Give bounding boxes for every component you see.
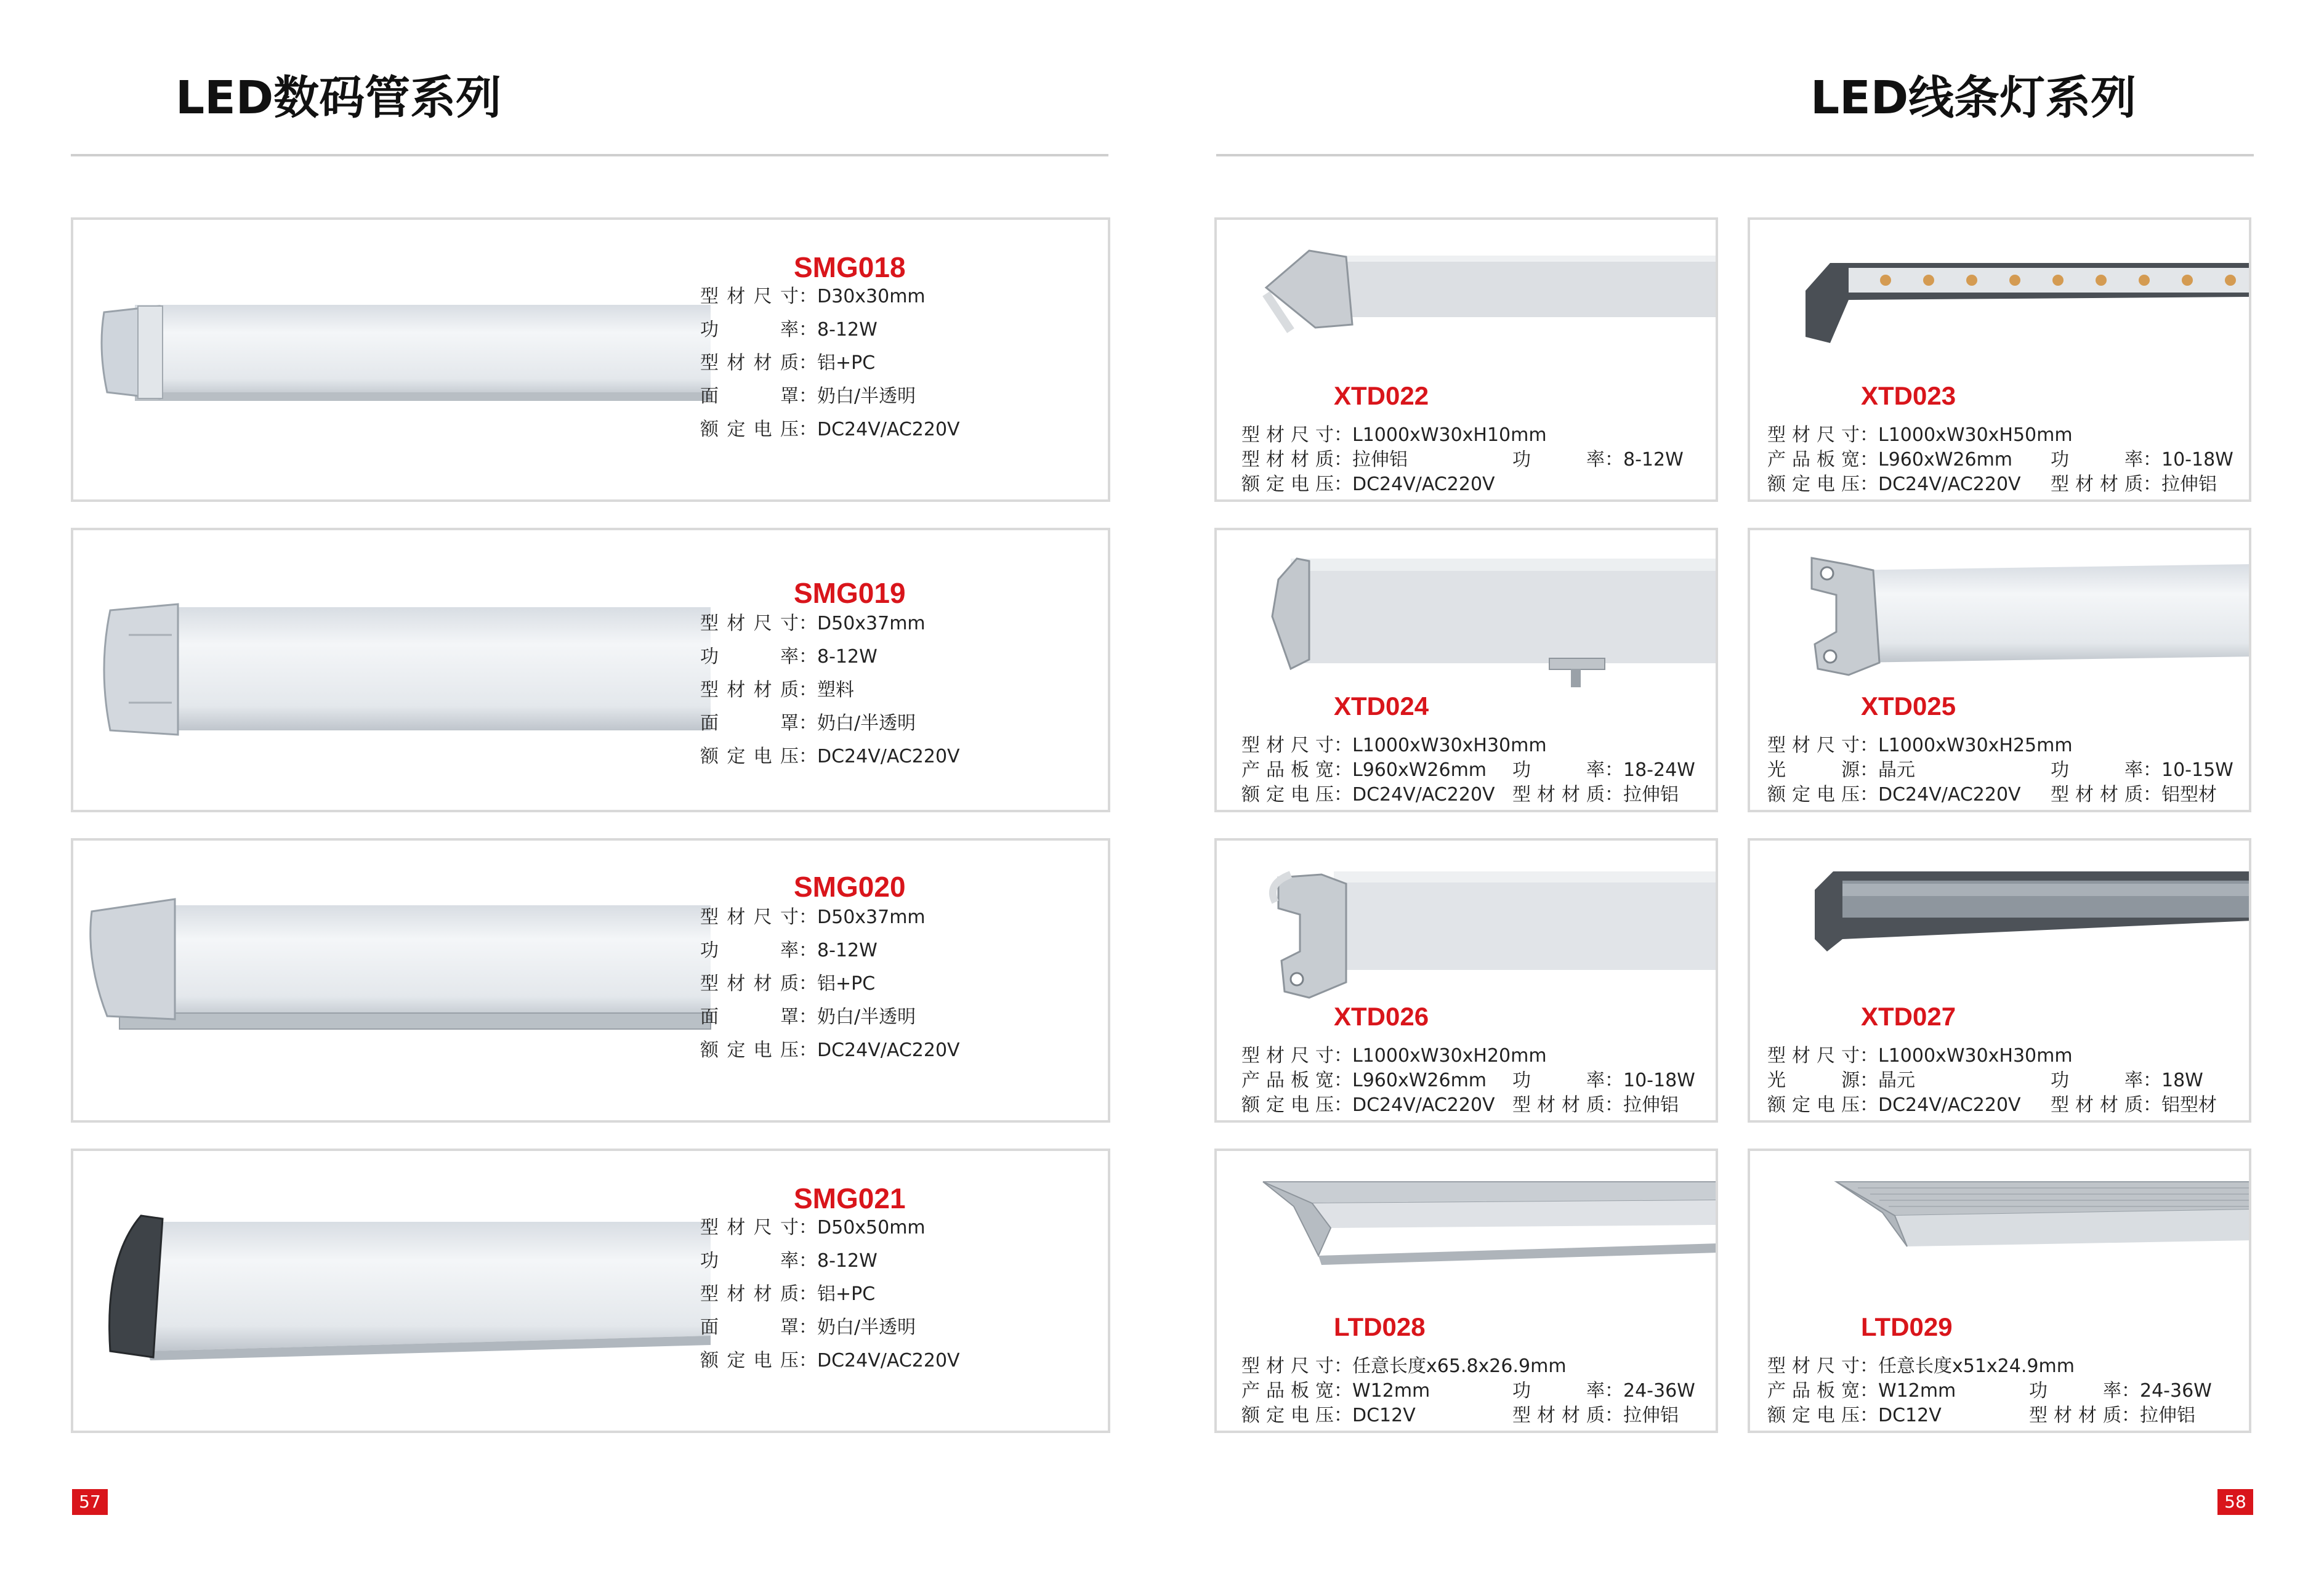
spec-value: 10-18W [2161,449,2233,470]
spec-label: 型材尺寸 [700,286,799,307]
spec-cell: 功率：10-18W [2051,448,2233,472]
spec-value: 奶白/半透明 [817,1006,916,1028]
product-code-xtd027: XTD027 [1861,1002,1956,1031]
spec-row [1241,423,1684,448]
spec-label: 功率 [2051,449,2143,470]
spec-value: 拉伸铝 [2140,1405,2195,1426]
spec-label: 功率 [1512,449,1605,470]
spec-row: 型材尺寸：D50x50mm [700,1211,960,1245]
spec-value: 8-12W [817,319,878,341]
product-code-smg018: SMG018 [794,251,906,283]
spec-value: 奶白/半透明 [817,386,916,407]
spec-label: 光源 [1767,759,1860,781]
spec-row: 面罩：奶白/半透明 [700,1001,960,1034]
spec-row: 额定电压：DC24V/AC220V [700,1034,960,1067]
spec-grid-xtd025 [1767,733,2233,807]
spec-value: D50x50mm [817,1217,926,1238]
spec-list-smg018 [700,280,960,446]
spec-cell: 型材尺寸：L1000xW30xH30mm [1767,1044,2051,1068]
product-image-smg020 [83,893,714,1041]
spec-row [1241,472,1684,497]
spec-value: 8-12W [817,940,878,961]
spec-cell: 型材尺寸：L1000xW30xH50mm [1767,423,2051,448]
spec-label: 型材材质 [2029,1405,2121,1426]
spec-label: 额定电压 [1241,1405,1334,1426]
spec-grid-xtd026 [1241,1044,1695,1118]
spec-value: DC24V/AC220V [817,746,960,767]
spec-label: 面罩 [700,386,799,407]
spec-label: 面罩 [700,1006,799,1028]
spec-value: 塑料 [817,679,854,701]
spec-label: 型材材质 [1512,1405,1605,1426]
right-header-rule [1216,154,2254,156]
spec-label: 型材材质 [700,1283,799,1305]
spec-row [1241,758,1695,783]
spec-row: 额定电压：DC24V/AC220V [700,413,960,446]
spec-cell: 光源：晶元 [1767,1068,2051,1093]
spec-label: 功率 [2051,759,2143,781]
spec-cell: 型材材质：铝型材 [2051,1093,2217,1118]
spec-value: L1000xW30xH50mm [1878,424,2073,446]
spec-value: L1000xW30xH25mm [1878,735,2073,756]
spec-value: 拉伸铝 [2161,474,2217,495]
spec-value: 铝型材 [2161,1094,2217,1116]
product-card-smg021 [71,1149,1110,1433]
product-code-smg019: SMG019 [794,577,906,609]
spec-value: DC24V/AC220V [817,1350,960,1371]
right-page-title: LED线条灯系列 [1810,71,2137,124]
product-card-smg019 [71,528,1110,812]
spec-value: 铝型材 [2161,784,2217,806]
spec-label: 型材尺寸 [1241,1355,1334,1377]
spec-label: 型材尺寸 [1241,735,1334,756]
spec-cell: 型材材质：拉伸铝 [1512,1403,1679,1428]
spec-value: DC24V/AC220V [1352,1094,1495,1116]
left-header-rule [71,154,1108,156]
spec-cell: 产品板宽：L960xW26mm [1241,758,1512,783]
spec-row [1241,1354,1695,1379]
spec-row [1241,1093,1695,1118]
spec-cell: 产品板宽：W12mm [1241,1379,1512,1403]
spec-cell: 额定电压：DC24V/AC220V [1241,1093,1512,1118]
spec-cell: 型材尺寸：L1000xW30xH25mm [1767,733,2051,758]
spec-row: 型材尺寸：D50x37mm [700,607,960,640]
spec-label: 型材尺寸 [1767,424,1860,446]
spec-row: 额定电压：DC24V/AC220V [700,1344,960,1378]
spec-cell: 型材材质：拉伸铝 [2029,1403,2195,1428]
product-code-xtd025: XTD025 [1861,692,1956,721]
spec-value: 8-12W [817,646,878,668]
spec-value: 10-18W [1623,1070,1695,1091]
spec-label: 型材尺寸 [1767,1045,1860,1067]
spec-label: 额定电压 [1767,1094,1860,1116]
spec-label: 功率 [1512,759,1605,781]
product-code-xtd024: XTD024 [1334,692,1429,721]
spec-cell: 型材尺寸：L1000xW30xH20mm [1241,1044,1512,1068]
spec-value: DC24V/AC220V [1878,474,2021,495]
spec-row: 面罩：奶白/半透明 [700,707,960,740]
spec-value: 奶白/半透明 [817,1317,916,1338]
spec-cell: 额定电压：DC24V/AC220V [1767,1093,2051,1118]
spec-value: L1000xW30xH20mm [1352,1045,1547,1067]
product-image-xtd022 [1241,244,1718,349]
spec-row [1241,448,1684,472]
spec-label: 型材尺寸 [1241,424,1334,446]
spec-label: 型材材质 [2051,1094,2143,1116]
product-code-ltd029: LTD029 [1861,1312,1953,1341]
spec-row: 型材材质：塑料 [700,674,960,707]
spec-label: 型材材质 [2051,474,2143,495]
spec-grid-ltd028 [1241,1354,1695,1428]
product-code-xtd026: XTD026 [1334,1002,1429,1031]
spec-row [1241,1403,1695,1428]
spec-value: D50x37mm [817,907,926,928]
spec-label: 型材材质 [1512,784,1605,806]
spec-value: 铝+PC [817,1283,876,1305]
spec-value: L960xW26mm [1352,1070,1487,1091]
spec-cell: 型材尺寸：L1000xW30xH30mm [1241,733,1512,758]
product-card-xtd026 [1214,838,1718,1123]
spec-value: W12mm [1878,1380,1956,1402]
product-image-ltd029 [1833,1176,2251,1280]
product-card-smg020 [71,838,1110,1123]
spec-label: 型材尺寸 [1241,1045,1334,1067]
spec-row: 面罩：奶白/半透明 [700,1311,960,1344]
spec-value: DC24V/AC220V [817,1040,960,1061]
page-number-right: 58 [2217,1489,2253,1515]
spec-value: 晶元 [1878,1070,1915,1091]
product-code-smg021: SMG021 [794,1182,906,1214]
spec-label: 额定电压 [700,1040,799,1061]
product-card-xtd027 [1748,838,2251,1123]
spec-value: D50x37mm [817,613,926,634]
page-number-left: 57 [72,1489,108,1515]
spec-value: 8-12W [817,1250,878,1272]
spec-cell: 额定电压：DC24V/AC220V [1241,472,1512,497]
spec-value: DC12V [1352,1405,1416,1426]
spec-row: 型材材质：铝+PC [700,347,960,380]
spec-label: 型材材质 [700,679,799,701]
spec-row: 面罩：奶白/半透明 [700,380,960,413]
spec-row: 功率：8-12W [700,1245,960,1278]
spec-row [1767,1044,2217,1068]
spec-label: 型材材质 [1512,1094,1605,1116]
spec-value: 奶白/半透明 [817,713,916,734]
spec-row [1767,1068,2217,1093]
spec-row [1767,472,2233,497]
spec-value: 铝+PC [817,352,876,374]
spec-row [1767,1354,2212,1379]
spec-label: 型材尺寸 [700,907,799,928]
product-code-smg020: SMG020 [794,871,906,903]
spec-cell: 光源：晶元 [1767,758,2051,783]
spec-label: 额定电压 [1241,474,1334,495]
spec-value: DC24V/AC220V [1352,784,1495,806]
spec-value: L1000xW30xH10mm [1352,424,1547,446]
product-card-xtd024 [1214,528,1718,812]
product-image-smg019 [92,598,714,746]
product-code-xtd023: XTD023 [1861,381,1956,410]
product-image-smg021 [92,1209,714,1363]
product-image-smg018 [92,288,714,417]
spec-value: DC24V/AC220V [1352,474,1495,495]
spec-cell: 型材材质：拉伸铝 [1512,783,1679,807]
product-card-ltd028 [1214,1149,1718,1433]
spec-row [1767,758,2233,783]
spec-row [1767,783,2233,807]
product-code-xtd022: XTD022 [1334,381,1429,410]
spec-cell: 产品板宽：L960xW26mm [1767,448,2051,472]
spec-row: 型材材质：铝+PC [700,1278,960,1311]
spec-label: 功率 [2051,1070,2143,1091]
spec-value: W12mm [1352,1380,1430,1402]
product-code-ltd028: LTD028 [1334,1312,1426,1341]
spec-row [1767,1093,2217,1118]
spec-value: 拉伸铝 [1623,1405,1679,1426]
spec-value: 晶元 [1878,759,1915,781]
spec-row: 功率：8-12W [700,313,960,347]
spec-label: 型材材质 [700,352,799,374]
spec-cell: 型材尺寸：L1000xW30xH10mm [1241,423,1512,448]
spec-value: L1000xW30xH30mm [1878,1045,2073,1067]
spec-value: DC24V/AC220V [1878,784,2021,806]
spec-label: 型材尺寸 [700,613,799,634]
spec-list-smg020 [700,901,960,1067]
spec-value: DC24V/AC220V [1878,1094,2021,1116]
spec-value: 拉伸铝 [1623,1094,1679,1116]
spec-cell: 型材尺寸：任意长度x65.8x26.9mm [1241,1354,1512,1379]
spec-cell: 功率：24-36W [2029,1379,2212,1403]
spec-label: 光源 [1767,1070,1860,1091]
spec-row: 型材尺寸：D50x37mm [700,901,960,934]
spec-grid-xtd027 [1767,1044,2217,1118]
spec-cell: 额定电压：DC12V [1767,1403,2029,1428]
spec-cell: 型材材质：拉伸铝 [2051,472,2217,497]
spec-grid-xtd024 [1241,733,1695,807]
spec-value: L1000xW30xH30mm [1352,735,1547,756]
spec-value: DC24V/AC220V [817,419,960,440]
spec-row: 型材尺寸：D30x30mm [700,280,960,313]
spec-row [1767,423,2233,448]
spec-list-smg019 [700,607,960,773]
product-image-xtd025 [1787,552,2251,681]
spec-label: 型材材质 [1241,449,1334,470]
spec-cell: 型材材质：拉伸铝 [1241,448,1512,472]
spec-list-smg021 [700,1211,960,1378]
spec-value: L960xW26mm [1352,759,1487,781]
spec-cell: 额定电压：DC24V/AC220V [1767,783,2051,807]
spec-cell: 额定电压：DC24V/AC220V [1767,472,2051,497]
spec-label: 产品板宽 [1241,759,1334,781]
spec-label: 型材尺寸 [1767,735,1860,756]
spec-row [1767,1379,2212,1403]
spec-value: D30x30mm [817,286,926,307]
spec-cell: 产品板宽：L960xW26mm [1241,1068,1512,1093]
product-card-smg018 [71,217,1110,502]
spec-row: 功率：8-12W [700,640,960,674]
product-image-xtd026 [1254,859,1718,1007]
spec-row: 额定电压：DC24V/AC220V [700,740,960,773]
spec-cell: 功率：24-36W [1512,1379,1695,1403]
spec-value: 24-36W [2140,1380,2212,1402]
spec-cell: 型材材质：铝型材 [2051,783,2217,807]
spec-label: 额定电压 [1767,1405,1860,1426]
spec-label: 面罩 [700,1317,799,1338]
spec-label: 功率 [700,319,799,341]
spec-label: 额定电压 [1767,784,1860,806]
spec-row [1767,448,2233,472]
product-card-xtd022 [1214,217,1718,502]
spec-value: 任意长度x51x24.9mm [1878,1355,2075,1377]
spec-cell: 额定电压：DC12V [1241,1403,1512,1428]
spec-cell: 额定电压：DC24V/AC220V [1241,783,1512,807]
spec-label: 额定电压 [1241,784,1334,806]
spec-label: 功率 [700,1250,799,1272]
spec-value: L960xW26mm [1878,449,2013,470]
product-image-ltd028 [1257,1176,1718,1280]
spec-value: 18W [2161,1070,2203,1091]
spec-label: 额定电压 [700,419,799,440]
spec-label: 型材材质 [700,973,799,995]
spec-cell: 功率：18-24W [1512,758,1695,783]
spec-label: 产品板宽 [1767,1380,1860,1402]
spec-cell: 功率：10-15W [2051,758,2233,783]
spec-value: 8-12W [1623,449,1684,470]
spec-value: 拉伸铝 [1623,784,1679,806]
spec-value: 10-15W [2161,759,2233,781]
product-image-xtd027 [1806,865,2251,964]
product-card-ltd029 [1748,1149,2251,1433]
spec-row [1767,733,2233,758]
spec-cell: 产品板宽：W12mm [1767,1379,2029,1403]
spec-label: 产品板宽 [1241,1380,1334,1402]
spec-row: 功率：8-12W [700,934,960,967]
spec-label: 功率 [2029,1380,2121,1402]
spec-label: 面罩 [700,713,799,734]
spec-label: 额定电压 [700,746,799,767]
spec-label: 额定电压 [1241,1094,1334,1116]
spec-grid-xtd022 [1241,423,1684,497]
spec-value: 铝+PC [817,973,876,995]
spec-label: 额定电压 [1767,474,1860,495]
spec-row [1241,733,1695,758]
spec-label: 功率 [700,940,799,961]
product-image-xtd024 [1260,555,1718,703]
spec-label: 型材材质 [2051,784,2143,806]
spec-label: 功率 [1512,1380,1605,1402]
spec-grid-xtd023 [1767,423,2233,497]
product-card-xtd025 [1748,528,2251,812]
spec-cell: 功率：18W [2051,1068,2203,1093]
spec-cell: 功率：10-18W [1512,1068,1695,1093]
spec-cell: 型材材质：拉伸铝 [1512,1093,1679,1118]
spec-value: 18-24W [1623,759,1695,781]
spec-label: 型材尺寸 [1767,1355,1860,1377]
spec-label: 产品板宽 [1241,1070,1334,1091]
spec-label: 功率 [700,646,799,668]
spec-label: 功率 [1512,1070,1605,1091]
spec-value: DC12V [1878,1405,1942,1426]
spec-row [1241,1379,1695,1403]
spec-value: 拉伸铝 [1352,449,1408,470]
spec-row [1241,1044,1695,1068]
spec-value: 任意长度x65.8x26.9mm [1352,1355,1567,1377]
spec-row: 型材材质：铝+PC [700,967,960,1001]
spec-value: 24-36W [1623,1380,1695,1402]
spec-grid-ltd029 [1767,1354,2212,1428]
product-image-xtd023 [1793,257,2251,355]
left-page-title: LED数码管系列 [176,71,502,124]
spec-cell: 功率：8-12W [1512,448,1684,472]
spec-row [1241,1068,1695,1093]
product-card-xtd023 [1748,217,2251,502]
spec-label: 产品板宽 [1767,449,1860,470]
spec-label: 型材尺寸 [700,1217,799,1238]
spec-label: 额定电压 [700,1350,799,1371]
spec-cell: 型材尺寸：任意长度x51x24.9mm [1767,1354,2029,1379]
spec-row [1767,1403,2212,1428]
spec-row [1241,783,1695,807]
